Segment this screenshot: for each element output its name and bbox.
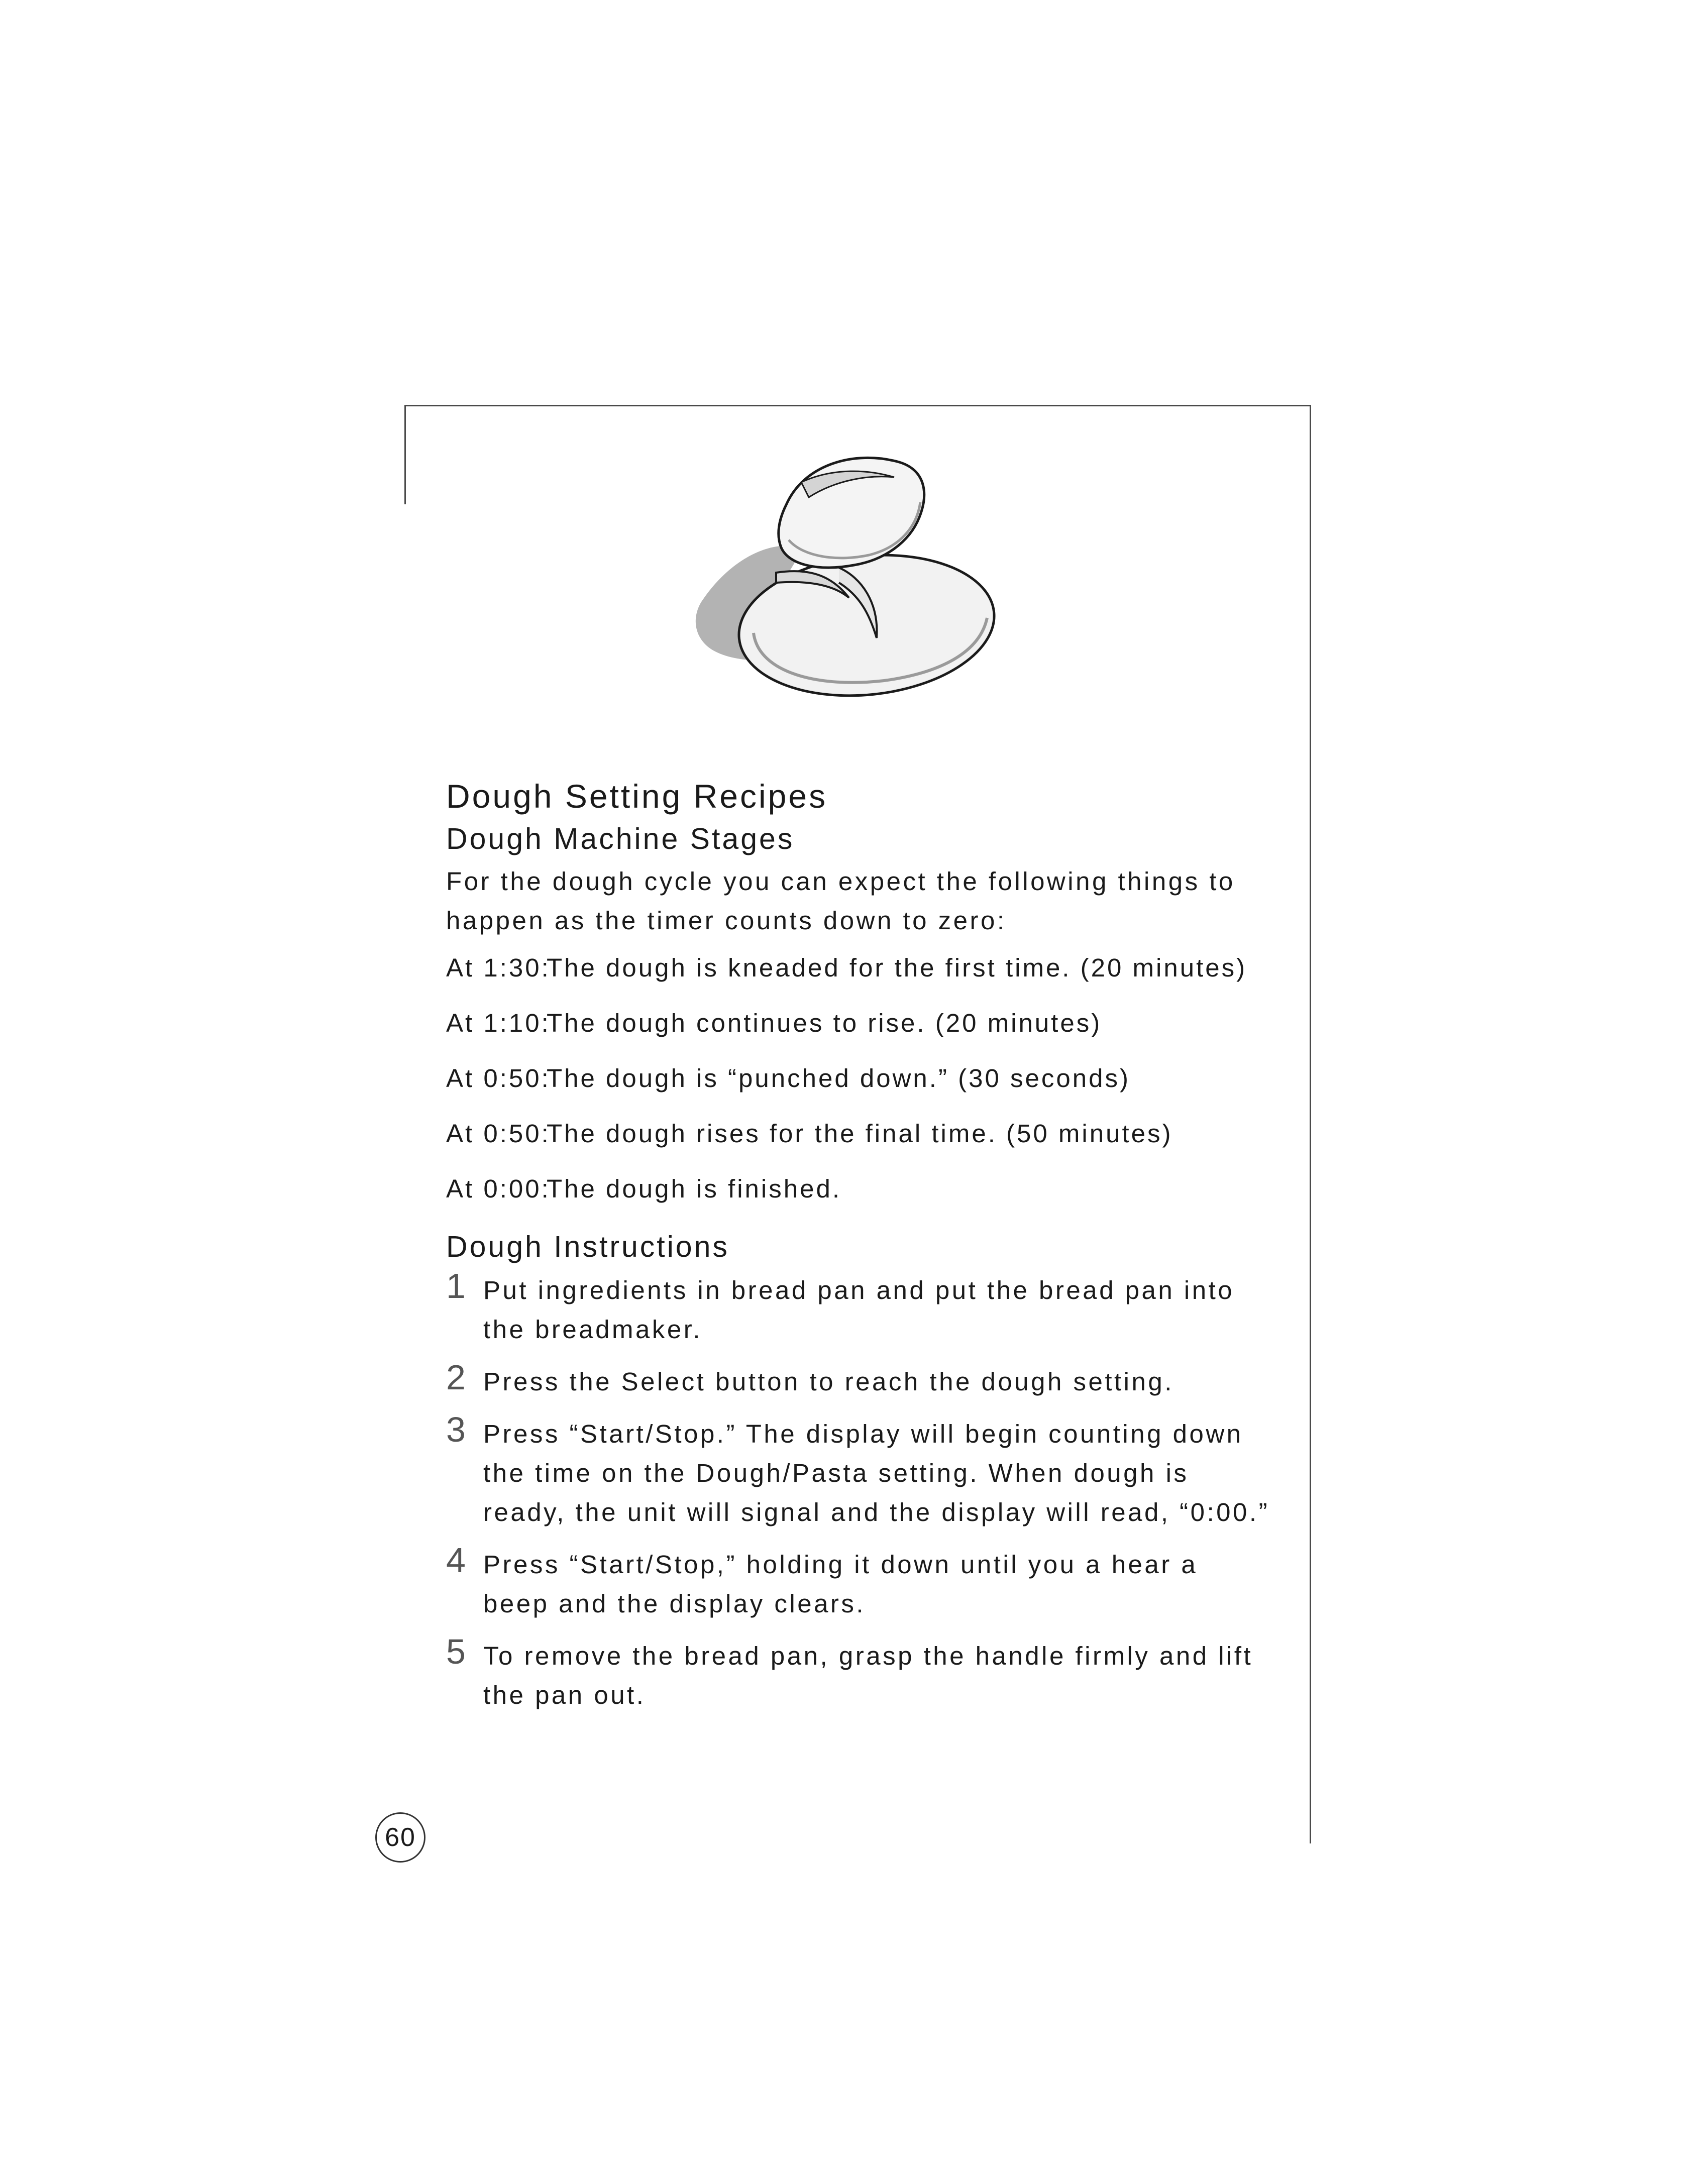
step-text: Press “Start/Stop.” The display will begin counting down the time on the Dough/Pasta setting. When dough is ready, the unit will signal and the display will read, “0:00.” [483,1420,1270,1527]
instructions-list [446,1266,1270,1715]
step-number: 4 [446,1541,466,1580]
frame-top-rule [404,405,1311,406]
step-text: Put ingredients in bread pan and put the bread pan into the breadmaker. [483,1276,1235,1344]
stage-item [446,1061,1270,1096]
frame-left-rule [404,405,406,504]
stage-text: The dough is finished. [547,1174,841,1203]
page-number-badge [375,1812,425,1863]
instruction-step [446,1632,1270,1715]
stage-time: At 0:50: [446,1119,551,1148]
stage-item [446,1171,1270,1207]
step-number: 5 [446,1632,466,1671]
stages-intro: For the dough cycle you can expect the following things to happen as the timer counts down to zero: [446,867,1235,935]
page-number: 60 [385,1823,416,1852]
step-number: 2 [446,1358,466,1397]
dough-balls-illustration [688,452,1010,723]
instructions-heading: Dough Instructions [446,1230,729,1263]
stage-text: The dough continues to rise. (20 minutes) [547,1009,1102,1037]
instruction-step [446,1358,1270,1401]
stage-time: At 1:30: [446,953,551,982]
stage-item [446,1006,1270,1041]
step-text: Press “Start/Stop,” holding it down until you a hear a beep and the display clears. [483,1550,1198,1618]
stages-list [446,950,1270,1207]
stages-heading: Dough Machine Stages [446,822,795,855]
stage-time: At 0:00: [446,1174,551,1203]
frame-right-rule [1310,405,1311,1843]
page-title: Dough Setting Recipes [446,778,828,815]
step-text: Press the Select button to reach the dough setting. [483,1367,1174,1396]
step-number: 3 [446,1410,466,1449]
stage-time: At 1:10: [446,1009,551,1037]
stage-item [446,1116,1270,1151]
instruction-step [446,1266,1270,1349]
instruction-step [446,1410,1270,1532]
instruction-step [446,1541,1270,1623]
stage-text: The dough rises for the final time. (50 minutes) [547,1119,1173,1148]
step-number: 1 [446,1266,466,1305]
stage-text: The dough is “punched down.” (30 seconds) [547,1064,1130,1093]
stage-text: The dough is kneaded for the first time. (20 minutes) [547,953,1247,982]
stage-item [446,950,1270,986]
document-content [446,774,1270,1728]
stage-time: At 0:50: [446,1064,551,1093]
step-text: To remove the bread pan, grasp the handle firmly and lift the pan out. [483,1642,1253,1709]
